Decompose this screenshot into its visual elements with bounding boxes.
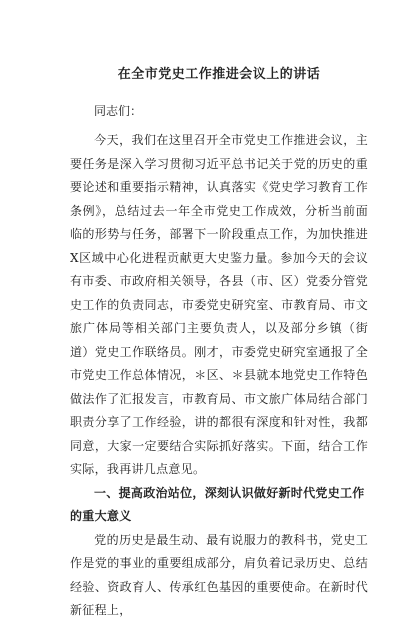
section-heading-1 xyxy=(70,482,368,529)
paragraph-opening xyxy=(70,129,368,482)
paragraph-section-1 xyxy=(70,529,368,623)
section-heading-1-text: 一、提高政治站位，深刻认识做好新时代党史工作的重大意义 xyxy=(70,485,365,523)
document-title: 在全市党史工作推进会议上的讲话 xyxy=(117,67,321,82)
salutation: 同志们： xyxy=(94,104,143,118)
paragraph-section-1-text: 党的历史是最生动、最有说服力的教科书，党史工作是党的事业的重要组成部分，肩负着记录历史、总结经验、资政育人、传承红色基因的重要使命。在新时代新征程上， xyxy=(70,532,368,617)
paragraph-opening-text: 今天，我们在这里召开全市党史工作推进会议，主要任务是深入学习贯彻习近平总书记关于党的历史的重要论述和重要指示精神，认真落实《党史学习教育工作条例》，总结过去一年全市党史工作成效，分析当前面临的形势与任务，部署下一阶段重点工作，为加快推进X区域中心化进程贡献更大史鉴力量。参加今天的会议有市委、市政府相关领导，各县（市、区）党委分管党史工作的负责同志，市委党史研究室、市教育局、市文旅广体局等相关部门主要负责人，以及部分乡镇（街道）党史工作联络员。刚才，市委党史研究室通报了全市党史工作总体情况，＊区、＊县就本地党史工作特色做法作了汇报发言，市教育局、市文旅广体局结合部门职责分享了工作经验，讲的都很有深度和针对性，我都同意，大家一定要结合实际抓好落实。下面，结合工作实际，我再讲几点意见。 xyxy=(70,133,368,476)
